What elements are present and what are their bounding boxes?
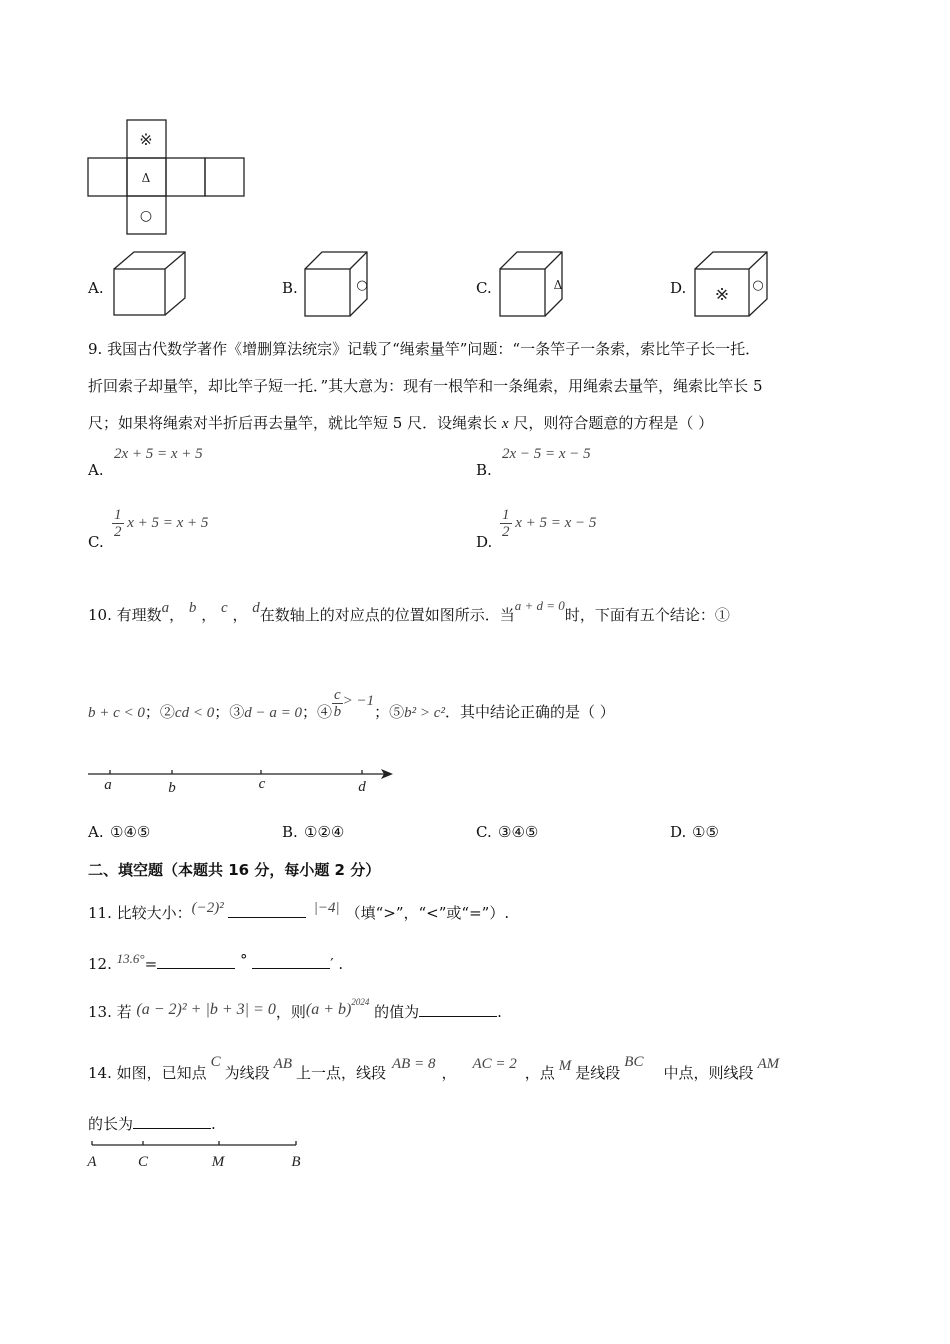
option-label: A. — [88, 823, 104, 841]
q9-line-3 — [88, 412, 713, 433]
cube-d-face-symbol: ※ — [714, 285, 730, 305]
frac-num: 1 — [502, 507, 510, 523]
seg-label-C: C — [137, 1154, 149, 1170]
frac-den: 2 — [114, 524, 122, 540]
option-label: C. — [88, 533, 104, 551]
q10-line-2 — [88, 686, 615, 734]
q11-answer-blank[interactable] — [228, 903, 306, 918]
q11-right: |−4| — [313, 900, 340, 916]
net-symbol-bottom: ○ — [139, 208, 153, 224]
q10-prefix: 10. 有理数 — [88, 606, 162, 624]
q14-answer-blank[interactable] — [133, 1114, 211, 1129]
period: . — [497, 1003, 502, 1021]
cube-c-side-symbol: Δ — [553, 278, 563, 292]
option-label: B. — [476, 461, 492, 479]
text: ，点 — [524, 1064, 555, 1082]
q11-prefix: 11. 比较大小： — [88, 904, 192, 922]
text: 为线段 — [224, 1064, 270, 1082]
option-label: D. — [670, 279, 687, 297]
option-expr: 2x − 5 = x − 5 — [502, 446, 591, 462]
option-text: ③④⑤ — [498, 823, 539, 841]
axis-label-d: d — [358, 779, 366, 795]
var-d: d — [252, 600, 260, 616]
text: 中点，则线段 — [663, 1064, 754, 1082]
q13-answer-blank[interactable] — [419, 1002, 497, 1017]
seg-label-M: M — [211, 1154, 225, 1170]
q13-prefix: 13. 若 — [88, 1003, 132, 1021]
sep: ， — [169, 606, 185, 624]
q10-suffix: 时，下面有五个结论：① — [564, 606, 730, 624]
segment-AB: AB — [273, 1056, 292, 1072]
q9-line-3-start: 尺；如果将绳索对半折后再去量竿，就比竿短 5 尺．设绳索长 — [88, 414, 498, 432]
comma: ， — [441, 1064, 457, 1082]
q12-expr: 13.6° — [116, 951, 145, 966]
option-label: C. — [476, 279, 492, 297]
q11-suffix: （填“>”，“<”或“=”）. — [345, 904, 510, 922]
q14-line-2 — [88, 1113, 216, 1134]
expr-rest: x + 5 = x − 5 — [515, 514, 597, 531]
option-expr — [500, 507, 596, 540]
minute-symbol: ′ — [330, 955, 334, 973]
frac-den: 2 — [502, 524, 510, 540]
q9-line-3-end: 尺，则符合题意的方程是（ ） — [513, 414, 714, 432]
text: 是线段 — [575, 1064, 621, 1082]
ab-eq-8: AB = 8 — [392, 1056, 436, 1072]
text: 14. 如图，已知点 — [88, 1064, 207, 1082]
q12-prefix: 12. — [88, 955, 112, 973]
net-symbol-middle: Δ — [141, 171, 151, 185]
sep: ；④ — [301, 703, 332, 721]
sep: ；② — [144, 703, 175, 721]
axis-label-c: c — [258, 776, 266, 792]
sep: ， — [201, 606, 217, 624]
var-c: c — [221, 600, 228, 616]
seg-label-B: B — [291, 1154, 301, 1170]
q10-mid: 在数轴上的对应点的位置如图所示．当 — [259, 606, 515, 624]
sep: ， — [232, 606, 248, 624]
text: 上一点，线段 — [295, 1064, 386, 1082]
point-C: C — [210, 1054, 221, 1070]
cube-b-side-symbol: ○ — [356, 278, 368, 293]
q13-line — [88, 997, 502, 1022]
period: . — [211, 1115, 216, 1133]
q12-minute-blank[interactable] — [252, 954, 330, 969]
frac-num: 1 — [114, 507, 122, 523]
seg-label-A: A — [87, 1154, 97, 1170]
point-M: M — [558, 1058, 572, 1074]
segment-AM: AM — [757, 1056, 780, 1072]
option-expr: 2x + 5 = x + 5 — [114, 446, 203, 462]
expr-rest: x + 5 = x + 5 — [127, 514, 209, 531]
conclusion-5: b² > c² — [404, 705, 445, 721]
conclusion-1: b + c < 0 — [88, 705, 145, 721]
axis-label-b: b — [168, 780, 176, 796]
q9-line-1: 9. 我国古代数学著作《增删算法统宗》记载了“绳索量竿”问题：“一条竿子一条索，索比竿子长一托． — [88, 340, 761, 358]
conclusion-4-rest: > −1 — [342, 693, 375, 709]
option-label: C. — [476, 823, 492, 841]
period: . — [338, 955, 344, 973]
q11-left: (−2)² — [191, 900, 224, 916]
q13-exponent: 2024 — [351, 997, 370, 1007]
option-label: A. — [88, 279, 104, 297]
q10-condition: a + d = 0 — [514, 598, 565, 613]
text: 的长为 — [88, 1115, 134, 1133]
net-symbol-top: ※ — [139, 130, 153, 149]
option-label: A. — [88, 461, 104, 479]
option-label: D. — [670, 823, 687, 841]
var-a: a — [161, 600, 170, 616]
q13-expr2: (a + b) — [305, 1001, 352, 1018]
ac-eq-2: AC = 2 — [472, 1056, 517, 1072]
conclusion-4-frac — [332, 687, 343, 720]
conclusion-3: d − a = 0 — [244, 705, 302, 721]
q13-mid: ，则 — [275, 1003, 306, 1021]
conclusion-2: cd < 0 — [174, 705, 215, 721]
equals: = — [144, 955, 158, 973]
option-expr — [112, 507, 208, 540]
q14-line-1 — [88, 1054, 780, 1083]
option-text: ①④⑤ — [110, 823, 151, 841]
option-label: B. — [282, 279, 298, 297]
q13-expr: (a − 2)² + |b + 3| = 0 — [136, 1001, 276, 1018]
option-text: ①⑤ — [692, 823, 719, 841]
q9-variable: x — [501, 416, 509, 432]
option-text: ①②④ — [304, 823, 345, 841]
frac-num: c — [333, 686, 341, 703]
option-label: D. — [476, 533, 493, 551]
section-title: 二、填空题（本题共 16 分，每小题 2 分） — [88, 861, 381, 879]
degree-symbol: ° — [239, 951, 248, 969]
sep: ；③ — [214, 703, 245, 721]
axis-label-a: a — [104, 777, 112, 793]
var-b: b — [188, 600, 197, 616]
cube-d-side-symbol: ○ — [752, 278, 764, 293]
sep: ；⑤ — [374, 703, 405, 721]
q12-line — [88, 951, 344, 973]
frac-den: b — [333, 703, 342, 720]
q11-line — [88, 902, 509, 923]
segment-BC: BC — [624, 1054, 644, 1070]
q13-suffix: 的值为 — [374, 1003, 420, 1021]
q10-question: ．其中结论正确的是（ ） — [444, 703, 615, 721]
option-label: B. — [282, 823, 298, 841]
q10-line-1 — [88, 598, 730, 625]
q9-line-2: 折回索子却量竿，却比竿子短一托．”其大意为：现有一根竿和一条绳索，用绳索去量竿，绳索比竿长 5 — [88, 377, 763, 395]
q12-degree-blank[interactable] — [157, 954, 235, 969]
